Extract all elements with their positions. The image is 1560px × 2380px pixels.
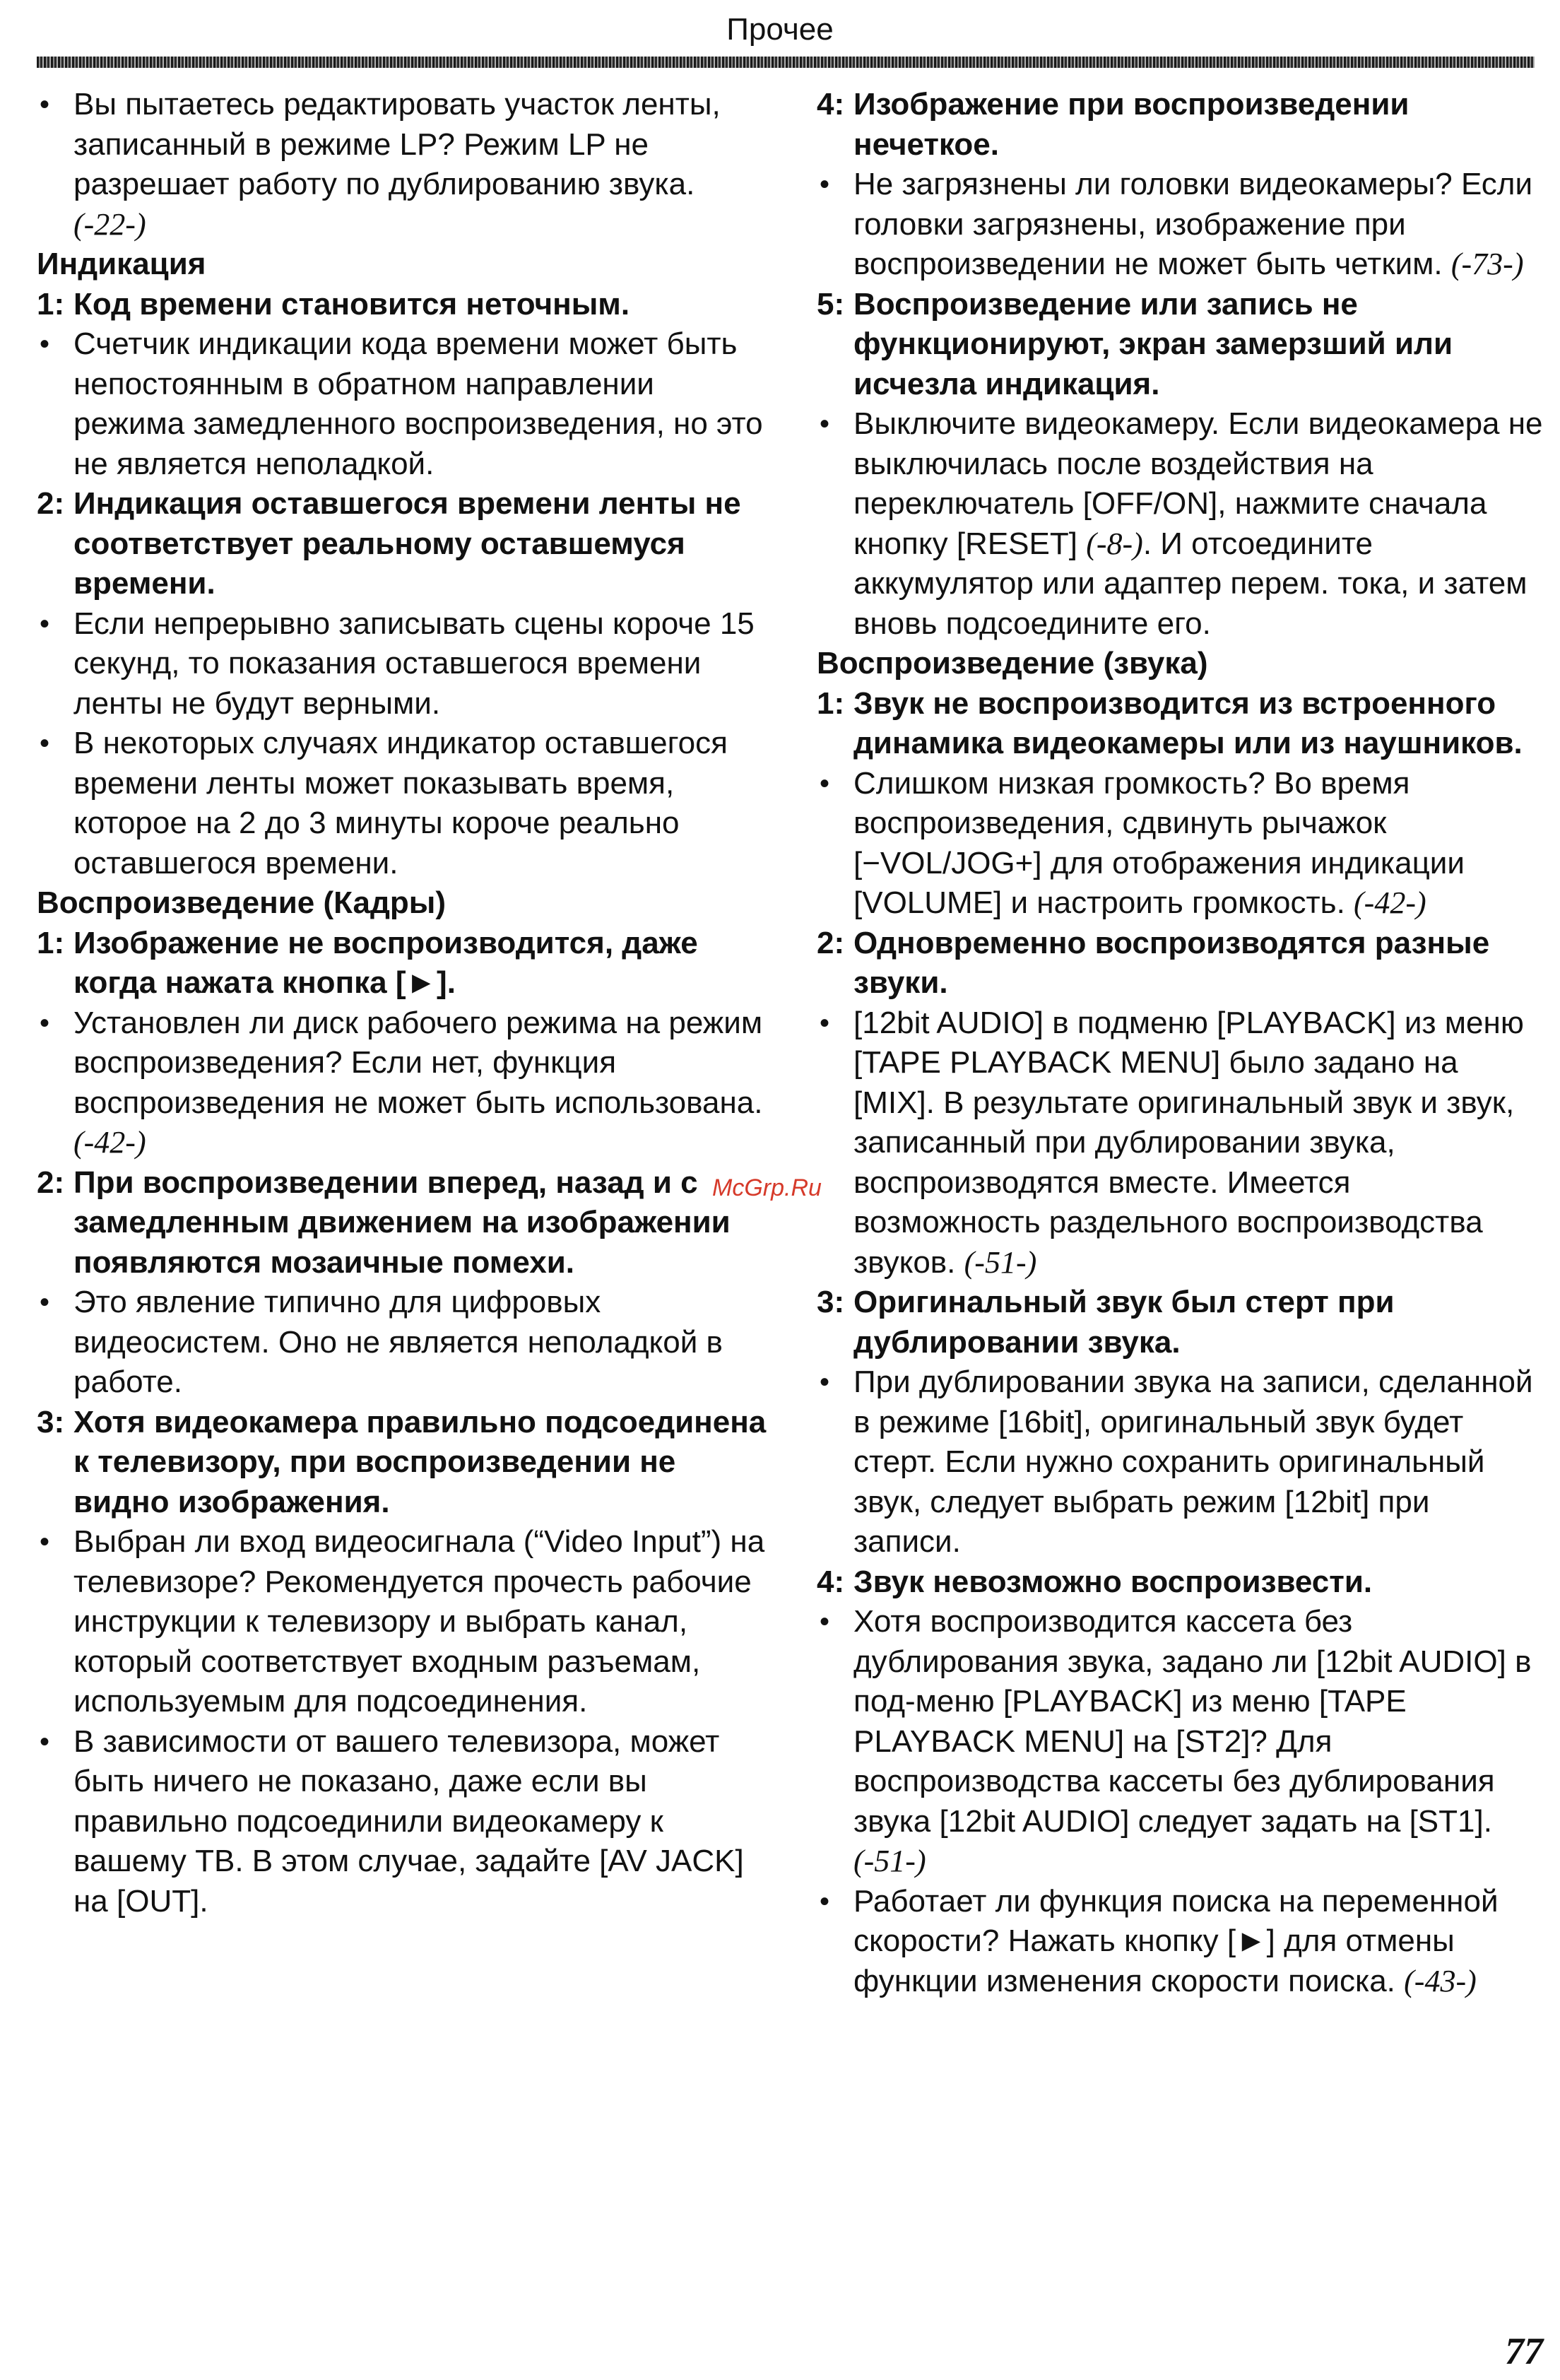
- list-item: [37, 1722, 772, 1922]
- bullet-icon: •: [40, 728, 50, 759]
- item-text: Выбран ли вход видеосигнала (“Video Input”) на телевизоре? Рекомендуется прочесть рабочие инструкции к телевизору и выбрать канал, который соответствует входным разъемам, используемым для подсоединения.: [73, 1524, 765, 1719]
- question-number: 2:: [37, 1165, 65, 1200]
- question-heading: [817, 684, 1544, 764]
- page-reference: (-51-): [853, 1844, 926, 1878]
- list-item: [37, 604, 772, 724]
- question-heading: [817, 1283, 1544, 1362]
- item-text: Если непрерывно записывать сцены короче 15 секунд, то показания оставшегося времени ленты не будут верными.: [73, 606, 755, 721]
- list-item: [817, 404, 1544, 644]
- item-text-continued: . И отсоедините аккумулятор или адаптер перем. тока, и затем вновь подсоедините его.: [853, 526, 1528, 641]
- bullet-icon: •: [40, 608, 50, 640]
- question-number: 3:: [817, 1285, 845, 1319]
- bullet-icon: •: [40, 1287, 50, 1318]
- list-item: [37, 1003, 772, 1163]
- question-number: 5:: [817, 286, 845, 322]
- item-text: Вы пытаетесь редактировать участок ленты, записанный в режиме LP? Режим LP не разрешает работу по дублированию звука.: [73, 87, 721, 201]
- question-number: 1:: [37, 286, 65, 322]
- page-number: 77: [1505, 2330, 1543, 2372]
- question-text: Звук не воспроизводится из встроенного динамика видеокамеры или из наушников.: [853, 685, 1523, 760]
- bullet-icon: •: [40, 1526, 50, 1557]
- item-text: Счетчик индикации кода времени может быть непостоянным в обратном направлении режима замедленного воспроизведения, но это не является неполадкой.: [73, 326, 763, 481]
- question-number: 1:: [37, 925, 65, 960]
- bullet-icon: •: [820, 767, 830, 799]
- question-text: Одновременно воспроизводятся разные звуки.: [853, 925, 1490, 1000]
- question-text: Индикация оставшегося времени ленты не соответствует реальному оставшемуся времени.: [73, 486, 741, 601]
- question-text: Звук невозможно воспроизвести.: [853, 1564, 1373, 1599]
- list-item: [817, 1003, 1544, 1283]
- section-heading: Индикация: [37, 247, 206, 281]
- question-heading: [37, 484, 772, 604]
- list-item: [817, 165, 1544, 285]
- item-text: Не загрязнены ли головки видеокамеры? Если головки загрязнены, изображение при воспроизведении не может быть четким.: [853, 167, 1533, 281]
- question-heading: [37, 924, 772, 1003]
- item-text: [12bit AUDIO] в подменю [PLAYBACK] из меню [TAPE PLAYBACK MENU] было задано на [MIX]. В результате оригинальный звук и звук, записанный при дублировании звука, воспроизводятся вместе. Имеется возможность раздельного воспроизводства звуков.: [853, 1005, 1524, 1280]
- question-heading: [817, 1562, 1544, 1603]
- watermark-text: McGrp.Ru: [712, 1174, 822, 1201]
- question-number: 3:: [37, 1404, 65, 1439]
- question-number: 2:: [37, 486, 65, 521]
- item-text: Установлен ли диск рабочего режима на режим воспроизведения? Если нет, функция воспроизведения не может быть использована.: [73, 1005, 763, 1120]
- list-item: [37, 1522, 772, 1722]
- question-text: Изображение при воспроизведении нечеткое.: [853, 87, 1410, 162]
- question-heading: [37, 1403, 772, 1523]
- bullet-icon: •: [40, 1007, 50, 1039]
- page-reference: (-8-): [1086, 526, 1143, 561]
- question-number: 4:: [817, 1564, 845, 1599]
- item-text: При дублировании звука на записи, сделанной в режиме [16bit], оригинальный звук будет стерт. Если нужно сохранить оригинальный звук, следует выбрать режим [12bit] при записи.: [853, 1365, 1533, 1559]
- bullet-icon: •: [820, 408, 830, 440]
- page-reference: (-43-): [1404, 1963, 1477, 1998]
- list-item: [37, 85, 772, 245]
- bullet-icon: •: [820, 1007, 830, 1039]
- bullet-icon: •: [40, 89, 50, 120]
- list-item: [37, 1283, 772, 1403]
- bullet-icon: •: [40, 1726, 50, 1757]
- list-item: [37, 724, 772, 883]
- list-item: [817, 1602, 1544, 1882]
- question-number: 1:: [817, 685, 845, 721]
- page-reference: (-73-): [1450, 247, 1524, 281]
- question-heading: [817, 85, 1544, 165]
- right-column: [817, 85, 1544, 2001]
- list-item: [817, 1882, 1544, 2002]
- question-text: Воспроизведение или запись не функционируют, экран замерзший или исчезла индикация.: [853, 286, 1453, 401]
- question-text: Код времени становится неточным.: [73, 286, 630, 322]
- question-number: 2:: [817, 925, 845, 960]
- question-text: Изображение не воспроизводится, даже когда нажата кнопка [►].: [73, 925, 698, 1000]
- question-heading: [817, 285, 1544, 405]
- item-text: В зависимости от вашего телевизора, может быть ничего не показано, даже если вы правильно подсоединили видеокамеру к вашему ТВ. В этом случае, задайте [AV JACK] на [OUT].: [73, 1724, 744, 1919]
- bullet-icon: •: [820, 169, 830, 200]
- page-reference: (-22-): [73, 206, 146, 242]
- list-item: [817, 1362, 1544, 1562]
- item-text: Это явление типично для цифровых видеосистем. Оно не является неполадкой в работе.: [73, 1285, 723, 1399]
- item-text: В некоторых случаях индикатор оставшегося времени ленты может показывать время, которое на 2 до 3 минуты короче реально оставшегося времени.: [73, 726, 728, 880]
- question-heading: [37, 1163, 772, 1283]
- page-reference: (-42-): [73, 1125, 146, 1160]
- bullet-icon: •: [820, 1367, 830, 1398]
- question-text: При воспроизведении вперед, назад и с замедленным движением на изображении появляются мозаичные помехи.: [73, 1165, 731, 1280]
- list-item: [37, 324, 772, 484]
- question-text: Хотя видеокамера правильно подсоединена к телевизору, при воспроизведении не видно изображения.: [73, 1404, 767, 1519]
- page-reference: (-51-): [964, 1244, 1037, 1280]
- left-column: [37, 85, 772, 1921]
- section-heading: Воспроизведение (звука): [817, 646, 1208, 681]
- header-rule: [37, 57, 1535, 68]
- page-reference: (-42-): [1354, 885, 1426, 920]
- question-heading: [817, 924, 1544, 1003]
- list-item: [817, 764, 1544, 924]
- item-text: Слишком низкая громкость? Во время воспроизведения, сдвинуть рычажок [−VOL/JOG+] для отображения индикации [VOLUME] и настроить громкость.: [853, 765, 1465, 920]
- item-text: Работает ли функция поиска на переменной скорости? Нажать кнопку [►] для отмены функции изменения скорости поиска.: [853, 1883, 1499, 1998]
- bullet-icon: •: [40, 329, 50, 360]
- item-text: Хотя воспроизводится кассета без дублирования звука, задано ли [12bit AUDIO] в под-меню [PLAYBACK] из меню [TAPE PLAYBACK MENU] на [ST2]? Для воспроизводства кассеты без дублирования звука [12bit AUDIO] следует задать на [ST1].: [853, 1604, 1532, 1839]
- bullet-icon: •: [820, 1885, 830, 1917]
- question-text: Оригинальный звук был стерт при дублировании звука.: [853, 1285, 1395, 1360]
- question-heading: [37, 285, 772, 325]
- item-text: Выключите видеокамеру. Если видеокамера не выключилась после воздействия на переключатель [OFF/ON], нажмите сначала кнопку [RESET]: [853, 406, 1543, 561]
- bullet-icon: •: [820, 1606, 830, 1637]
- section-heading: Воспроизведение (Кадры): [37, 885, 447, 920]
- question-number: 4:: [817, 87, 845, 122]
- page-header-title: Прочее: [726, 12, 834, 47]
